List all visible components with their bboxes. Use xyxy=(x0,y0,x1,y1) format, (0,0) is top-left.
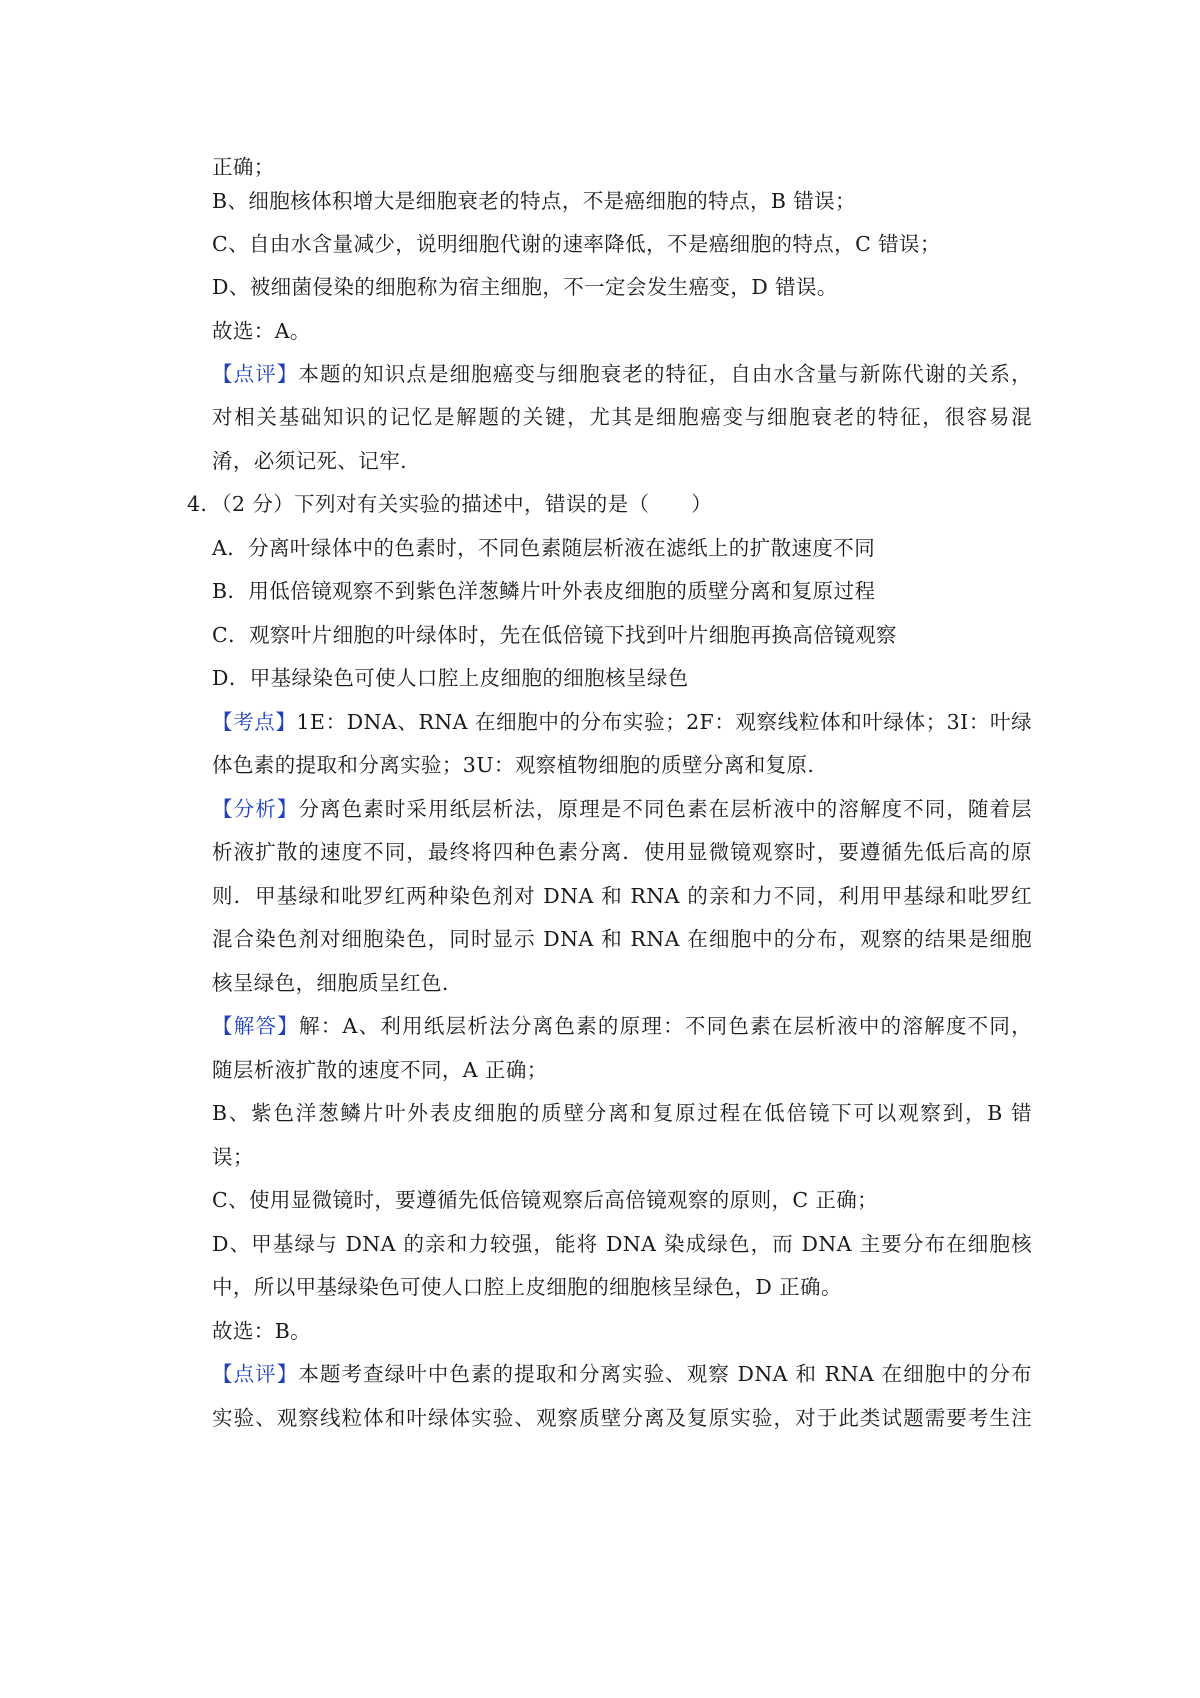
fenxi-line xyxy=(212,794,1032,824)
review-line xyxy=(212,1359,1032,1389)
jieda-line: D、甲基绿与 DNA 的亲和力较强，能将 DNA 染成绿色，而 DNA 主要分布在细胞核 xyxy=(212,1232,1032,1256)
answer-choice-line: 故选：B。 xyxy=(212,1319,312,1343)
answer-line: B、细胞核体积增大是细胞衰老的特点，不是癌细胞的特点，B 错误； xyxy=(212,189,856,213)
jieda-line: B、紫色洋葱鳞片叶外表皮细胞的质壁分离和复原过程在低倍镜下可以观察到，B 错 xyxy=(212,1101,1032,1125)
answer-choice-line: 故选：A。 xyxy=(212,319,311,343)
option-d: D．甲基绿染色可使人口腔上皮细胞的细胞核呈绿色 xyxy=(212,666,689,690)
jieda-text: 解：A、利用纸层析法分离色素的原理：不同色素在层析液中的溶解度不同， xyxy=(299,1014,1032,1038)
review-line: 实验、观察线粒体和叶绿体实验、观察质壁分离及复原实验，对于此类试题需要考生注 xyxy=(212,1406,1032,1430)
review-text: 本题考查绿叶中色素的提取和分离实验、观察 DNA 和 RNA 在细胞中的分布 xyxy=(298,1362,1032,1386)
fenxi-line: 析液扩散的速度不同，最终将四种色素分离．使用显微镜观察时，要遵循先低后高的原 xyxy=(212,840,1032,864)
option-c: C．观察叶片细胞的叶绿体时，先在低倍镜下找到叶片细胞再换高倍镜观察 xyxy=(212,623,897,647)
fenxi-line: 混合染色剂对细胞染色，同时显示 DNA 和 RNA 在细胞中的分布，观察的结果是细胞 xyxy=(212,927,1032,951)
review-tag: 【点评】 xyxy=(212,1362,299,1386)
review-tag: 【点评】 xyxy=(212,362,299,386)
kaodian-line: 体色素的提取和分离实验；3U：观察植物细胞的质壁分离和复原. xyxy=(212,753,815,777)
fenxi-text: 分离色素时采用纸层析法，原理是不同色素在层析液中的溶解度不同，随着层 xyxy=(298,797,1032,821)
option-b: B．用低倍镜观察不到紫色洋葱鳞片叶外表皮细胞的质壁分离和复原过程 xyxy=(212,579,876,603)
jieda-line: 随层析液扩散的速度不同，A 正确； xyxy=(212,1058,548,1082)
jieda-tag: 【解答】 xyxy=(212,1014,300,1038)
fenxi-tag: 【分析】 xyxy=(212,797,299,821)
kaodian-tag: 【考点】 xyxy=(212,710,297,734)
jieda-line: 误； xyxy=(212,1145,254,1169)
review-text: 本题的知识点是细胞癌变与细胞衰老的特征，自由水含量与新陈代谢的关系， xyxy=(298,362,1032,386)
option-a: A．分离叶绿体中的色素时，不同色素随层析液在滤纸上的扩散速度不同 xyxy=(212,536,876,560)
review-line: 淆，必须记死、记牢. xyxy=(212,449,408,473)
answer-line: D、被细菌侵染的细胞称为宿主细胞，不一定会发生癌变，D 错误。 xyxy=(212,275,838,299)
review-line xyxy=(212,359,1032,389)
kaodian-line xyxy=(212,707,1032,737)
answer-line: C、自由水含量减少，说明细胞代谢的速率降低，不是癌细胞的特点，C 错误； xyxy=(212,232,941,256)
fenxi-line: 核呈绿色，细胞质呈红色. xyxy=(212,971,449,995)
question-stem: 4．（2 分）下列对有关实验的描述中，错误的是（ ） xyxy=(187,492,713,516)
review-line: 对相关基础知识的记忆是解题的关键，尤其是细胞癌变与细胞衰老的特征，很容易混 xyxy=(212,405,1032,429)
kaodian-text: 1E：DNA、RNA 在细胞中的分布实验；2F：观察线粒体和叶绿体；3I：叶绿 xyxy=(296,710,1032,734)
fenxi-line: 则．甲基绿和吡罗红两种染色剂对 DNA 和 RNA 的亲和力不同，利用甲基绿和吡罗红 xyxy=(212,884,1032,908)
jieda-line: C、使用显微镜时，要遵循先低倍镜观察后高倍镜观察的原则，C 正确； xyxy=(212,1188,879,1212)
jieda-line xyxy=(212,1011,1032,1041)
answer-line: 正确； xyxy=(212,155,275,179)
jieda-line: 中，所以甲基绿染色可使人口腔上皮细胞的细胞核呈绿色，D 正确。 xyxy=(212,1275,842,1299)
